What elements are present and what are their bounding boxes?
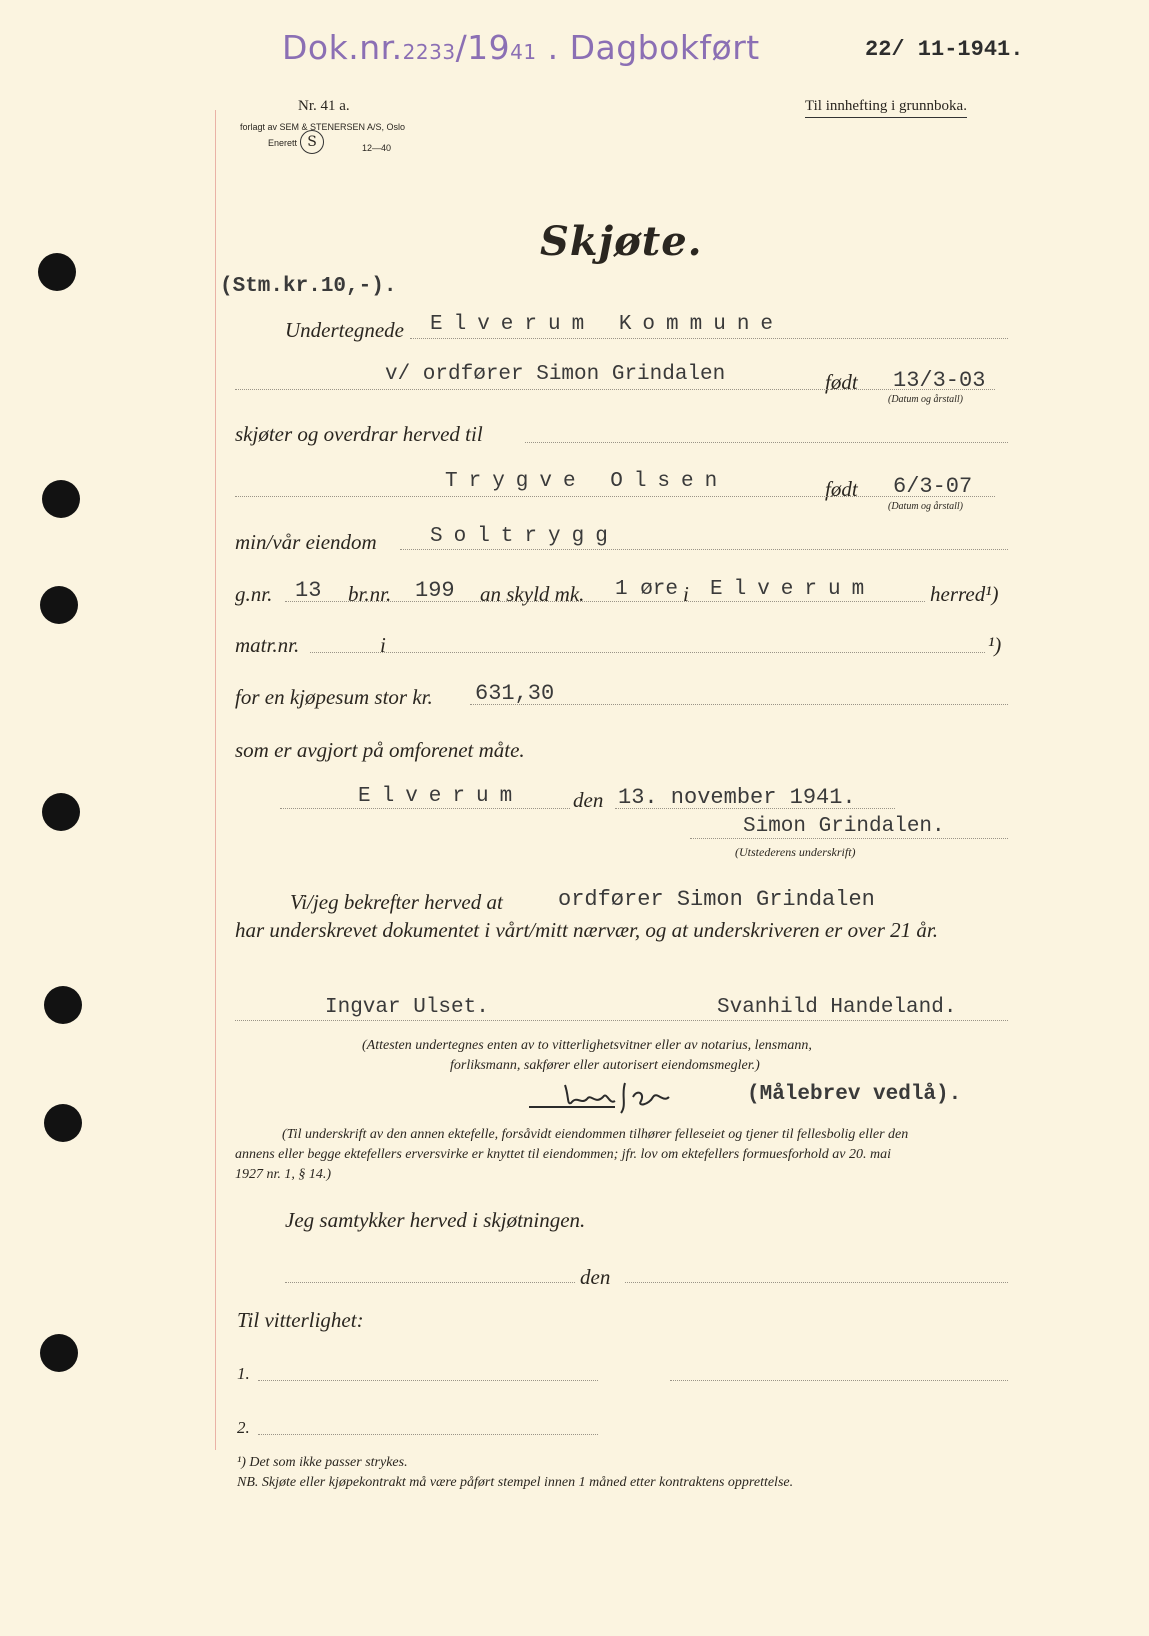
- vitterlighet-label: Til vitterlighet:: [237, 1308, 364, 1332]
- dotted-line: [625, 1282, 1008, 1283]
- seller-name: Elverum Kommune: [430, 313, 785, 336]
- gnr-value: 13: [295, 578, 322, 603]
- margin-line: [215, 110, 216, 1450]
- handwritten-signature: [525, 1075, 715, 1115]
- punch-hole: [42, 793, 80, 831]
- samtykke-text: Jeg samtykker herved i skjøtningen.: [285, 1208, 586, 1232]
- form-code: 12—40: [362, 143, 392, 153]
- witness-number-2: 2.: [237, 1418, 250, 1437]
- buyer-name: Trygve Olsen: [445, 470, 729, 493]
- brnr-value: 199: [415, 578, 455, 603]
- footnote-1: ¹) Det som ikke passer strykes.: [237, 1455, 408, 1470]
- punch-hole: [44, 1104, 82, 1142]
- eiendom-label: min/vår eiendom: [235, 530, 377, 554]
- form-number: Nr. 41 a.: [298, 98, 350, 114]
- footnote-nb: NB. Skjøte eller kjøpekontrakt må være påført stempel innen 1 måned etter kontraktens opprettelse.: [237, 1475, 794, 1490]
- skyld-value: 1 øre: [615, 578, 679, 601]
- attest-line1-prefix: Vi/jeg bekrefter herved at: [290, 890, 503, 914]
- witness-1: Ingvar Ulset.: [325, 996, 489, 1019]
- place-value: Elverum: [358, 785, 524, 808]
- dotted-line: [285, 601, 925, 602]
- witness-number-1: 1.: [237, 1364, 250, 1383]
- dotted-line: [470, 704, 1008, 705]
- dotted-line: [410, 338, 1008, 339]
- attest-note-2: forliksmann, sakfører eller autorisert eiendomsmegler.): [450, 1058, 760, 1073]
- form-enerett: Enerett: [268, 138, 298, 148]
- brnr-label: br.nr.: [348, 582, 392, 606]
- punch-hole: [38, 253, 76, 291]
- dotted-line: [615, 808, 895, 809]
- dotted-line: [525, 442, 1008, 443]
- buyer-birthdate: 6/3-07: [893, 474, 973, 499]
- publisher-logo: S: [300, 130, 324, 154]
- kjopesum-value: 631,30: [475, 681, 555, 706]
- seller-birthdate: 13/3-03: [893, 368, 986, 393]
- dotted-line: [258, 1434, 598, 1435]
- representative: v/ ordfører Simon Grindalen: [385, 363, 726, 386]
- punch-hole: [40, 586, 78, 624]
- dotted-line: [280, 808, 570, 809]
- dotted-line: [670, 1380, 1008, 1381]
- avgjort-text: som er avgjort på omforenet måte.: [235, 738, 525, 762]
- stamp-year-part: /19: [455, 28, 511, 67]
- fodt-label: født: [825, 370, 858, 394]
- date-hint-2: (Datum og årstall): [888, 501, 963, 512]
- stamp-doc-number: 2233: [402, 40, 456, 64]
- punch-hole: [42, 480, 80, 518]
- dotted-line: [400, 549, 1008, 550]
- dotted-line: [258, 1380, 598, 1381]
- kjopesum-label: for en kjøpesum stor kr.: [235, 685, 433, 709]
- issuer-signature: Simon Grindalen.: [743, 815, 945, 838]
- registration-stamp: [282, 28, 760, 67]
- matr-note: ¹): [988, 633, 1002, 657]
- dotted-line: [235, 389, 995, 390]
- stamp-dagbokfort: . Dagbokført: [547, 28, 760, 67]
- i-label: i: [683, 582, 689, 606]
- stamp-year-suffix: 41: [510, 40, 537, 64]
- document-title: Skjøte.: [540, 218, 703, 265]
- dotted-line: [235, 1020, 1008, 1021]
- form-publisher: forlagt av SEM & STENERSEN A/S, Oslo: [240, 122, 406, 132]
- header-right: Til innhefting i grunnboka.: [805, 98, 967, 118]
- malebrev-note: (Målebrev vedlå).: [747, 1083, 962, 1106]
- dotted-line: [690, 838, 1008, 839]
- stamp-doc-label: Dok.nr.: [282, 28, 403, 67]
- witness-2: Svanhild Handeland.: [717, 996, 957, 1019]
- punch-hole: [44, 986, 82, 1024]
- stamp-date: 22/ 11-1941.: [865, 37, 1024, 62]
- herred-value: Elverum: [710, 578, 876, 601]
- spouse-note-2: annens eller begge ektefellers erversvirke er knyttet til eiendommen; jfr. lov om ektefellers formuesforhold av 20. mai: [235, 1147, 892, 1162]
- signature-hint: (Utstederens underskrift): [735, 845, 856, 859]
- dotted-line: [285, 1282, 575, 1283]
- attest-line1-value: ordfører Simon Grindalen: [558, 887, 875, 912]
- spouse-note-1: (Til underskrift av den annen ektefelle, forsåvidt eiendommen tilhører felleseiet og tjener til fellesbolig eller den: [282, 1127, 909, 1142]
- gnr-label: g.nr.: [235, 582, 273, 606]
- property-name: Soltrygg: [430, 525, 619, 548]
- fodt-label-2: født: [825, 477, 858, 501]
- attest-note-1: (Attesten undertegnes enten av to vitterlighetsvitner eller av notarius, lensmann,: [362, 1038, 812, 1053]
- samtykke-den-label: den: [580, 1265, 611, 1289]
- dotted-line: [235, 496, 995, 497]
- attest-line2: har underskrevet dokumentet i vårt/mitt nærvær, og at underskriveren er over 21 år.: [235, 918, 938, 942]
- punch-hole: [40, 1334, 78, 1372]
- stamp-duty: (Stm.kr.10,-).: [220, 275, 397, 298]
- herred-label: herred¹): [930, 582, 999, 606]
- matr-i: i: [380, 633, 386, 657]
- undertegnede-label: Undertegnede: [285, 318, 404, 342]
- date-hint: (Datum og årstall): [888, 394, 963, 405]
- skjoter-label: skjøter og overdrar herved til: [235, 422, 483, 446]
- dotted-line: [310, 652, 985, 653]
- date-value: 13. november 1941.: [618, 785, 856, 810]
- den-label: den: [573, 788, 604, 812]
- matr-label: matr.nr.: [235, 633, 300, 657]
- spouse-note-3: 1927 nr. 1, § 14.): [235, 1167, 332, 1182]
- skyld-label: an skyld mk.: [480, 582, 585, 606]
